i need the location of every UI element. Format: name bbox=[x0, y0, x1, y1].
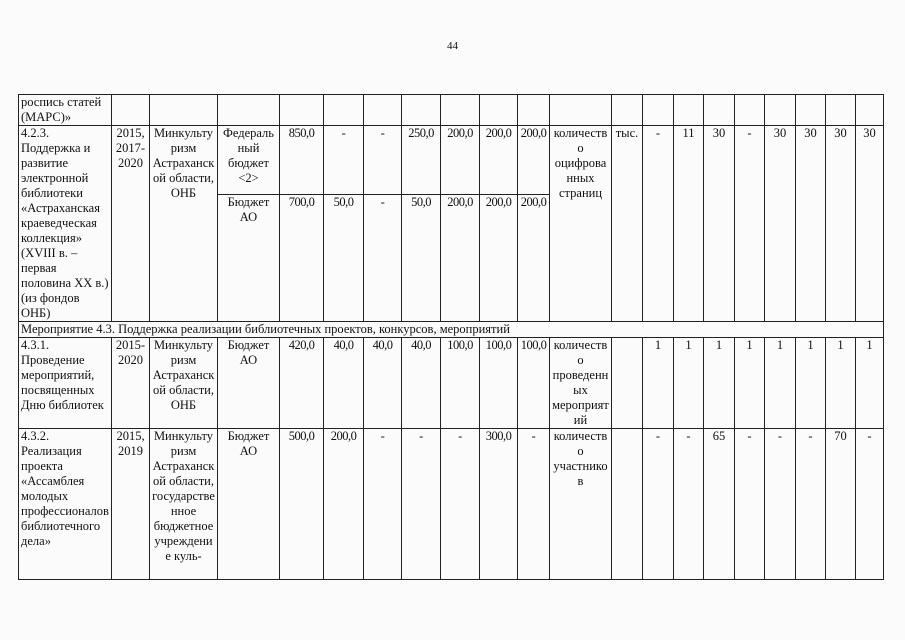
funding-source: Бюджет АО bbox=[218, 338, 280, 429]
item-title: 4.2.3. Поддержка и развитие электронной библиотеки «Астраханская краеведческая коллекция» (XVIII в. – первая половина XX в.) (из фондов ОНБ) bbox=[19, 126, 112, 322]
amount-cell: 300,0 bbox=[480, 429, 518, 580]
indicator-name: количество оцифрованных страниц bbox=[550, 126, 612, 322]
amount-cell: 420,0 bbox=[280, 338, 324, 429]
amount-cell: 500,0 bbox=[280, 429, 324, 580]
indicator-value: - bbox=[643, 126, 674, 322]
amount-cell: 200,0 bbox=[441, 126, 480, 195]
indicator-value: 30 bbox=[826, 126, 856, 322]
indicator-value: 65 bbox=[704, 429, 735, 580]
indicator-value: 1 bbox=[796, 338, 826, 429]
amount-cell: 100,0 bbox=[518, 338, 550, 429]
indicator-unit bbox=[612, 338, 643, 429]
indicator-value: 30 bbox=[765, 126, 796, 322]
amount-cell: 100,0 bbox=[441, 338, 480, 429]
indicator-name: количество участников bbox=[550, 429, 612, 580]
indicator-value: - bbox=[735, 126, 765, 322]
amount-cell: - bbox=[364, 194, 402, 321]
amount-cell: - bbox=[324, 126, 364, 195]
indicator-name: количество проведенных мероприятий bbox=[550, 338, 612, 429]
indicator-value: 30 bbox=[796, 126, 826, 322]
amount-cell: 200,0 bbox=[480, 194, 518, 321]
cont-cell: роспись статей (МАРС)» bbox=[19, 95, 112, 126]
indicator-value: 1 bbox=[643, 338, 674, 429]
indicator-value: 11 bbox=[674, 126, 704, 322]
table-row bbox=[19, 338, 884, 429]
amount-cell: - bbox=[518, 429, 550, 580]
indicator-value: 30 bbox=[856, 126, 884, 322]
item-years: 2015, 2019 bbox=[112, 429, 150, 580]
item-executor: Минкультуризм Астраханской области, ОНБ bbox=[150, 126, 218, 322]
item-executor: Минкультуризм Астраханской области, ОНБ bbox=[150, 338, 218, 429]
item-years: 2015-2020 bbox=[112, 338, 150, 429]
amount-cell: 200,0 bbox=[480, 126, 518, 195]
amount-cell: - bbox=[364, 126, 402, 195]
item-executor: Минкультуризм Астраханской области, государственное бюджетное учреждение куль- bbox=[150, 429, 218, 580]
item-title: 4.3.1. Проведение мероприятий, посвященных Дню библиотек bbox=[19, 338, 112, 429]
amount-cell: - bbox=[364, 429, 402, 580]
indicator-value: 1 bbox=[765, 338, 796, 429]
table-row bbox=[19, 95, 884, 126]
indicator-value: - bbox=[765, 429, 796, 580]
amount-cell: 200,0 bbox=[441, 194, 480, 321]
item-title: 4.3.2. Реализация проекта «Ассамблея молодых профессионалов библиотечного дела» bbox=[19, 429, 112, 580]
item-years: 2015, 2017-2020 bbox=[112, 126, 150, 322]
indicator-value: 1 bbox=[704, 338, 735, 429]
table-row bbox=[19, 429, 884, 580]
amount-cell: 250,0 bbox=[402, 126, 441, 195]
funding-source: Бюджет АО bbox=[218, 194, 280, 321]
page-number: 44 bbox=[447, 40, 458, 52]
amount-cell: 40,0 bbox=[324, 338, 364, 429]
table-row bbox=[19, 126, 884, 195]
indicator-value: - bbox=[674, 429, 704, 580]
amount-cell: 100,0 bbox=[480, 338, 518, 429]
indicator-value: 1 bbox=[826, 338, 856, 429]
amount-cell: 50,0 bbox=[324, 194, 364, 321]
amount-cell: 700,0 bbox=[280, 194, 324, 321]
indicator-value: 70 bbox=[826, 429, 856, 580]
amount-cell: 200,0 bbox=[324, 429, 364, 580]
indicator-unit bbox=[612, 429, 643, 580]
amount-cell: 50,0 bbox=[402, 194, 441, 321]
section-heading: Мероприятие 4.3. Поддержка реализации библиотечных проектов, конкурсов, мероприятий bbox=[19, 322, 884, 338]
indicator-value: - bbox=[796, 429, 826, 580]
amount-cell: 40,0 bbox=[364, 338, 402, 429]
indicator-value: 1 bbox=[674, 338, 704, 429]
indicator-value: - bbox=[735, 429, 765, 580]
indicator-unit: тыс. bbox=[612, 126, 643, 322]
amount-cell: 200,0 bbox=[518, 194, 550, 321]
amount-cell: 200,0 bbox=[518, 126, 550, 195]
amount-cell: 850,0 bbox=[280, 126, 324, 195]
amount-cell: - bbox=[402, 429, 441, 580]
indicator-value: 30 bbox=[704, 126, 735, 322]
table-row bbox=[19, 322, 884, 338]
funding-source: Бюджет АО bbox=[218, 429, 280, 580]
indicator-value: - bbox=[856, 429, 884, 580]
program-table bbox=[18, 94, 884, 580]
indicator-value: - bbox=[643, 429, 674, 580]
indicator-value: 1 bbox=[856, 338, 884, 429]
amount-cell: 40,0 bbox=[402, 338, 441, 429]
indicator-value: 1 bbox=[735, 338, 765, 429]
amount-cell: - bbox=[441, 429, 480, 580]
funding-source: Федеральный бюджет <2> bbox=[218, 126, 280, 195]
